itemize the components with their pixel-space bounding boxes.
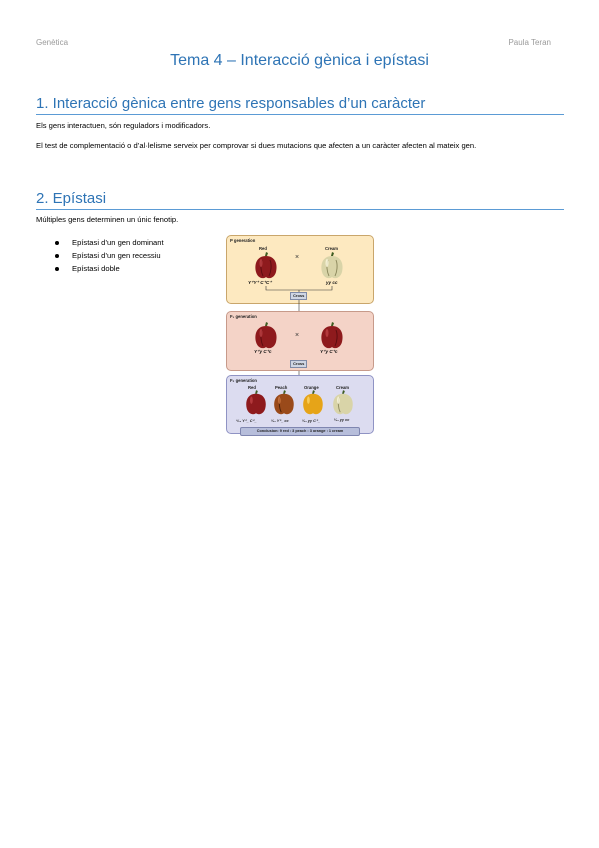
p-generation-label: P generation [230,238,256,243]
list-item [55,249,164,262]
list-item [55,262,164,275]
epistasis-list [55,236,164,275]
bullet-icon [55,241,59,245]
p-red-label: Red [259,246,267,251]
f2-geno-peach: ³⁄₁₆ Y⁺_ cc [271,419,289,423]
f2-geno-cream: ¹⁄₁₆ yy cc [334,418,350,422]
f2-name-cream: Cream [336,385,350,390]
f2-orange-pepper-icon [301,390,325,416]
conclusion-box: Conclusion: 9 red : 3 peach : 3 orange : 1 cream [240,427,360,436]
section1-heading: 1. Interacció gènica entre gens responsables d’un caràcter [36,94,564,115]
f2-name-peach: Peach [275,385,288,390]
pepper-cross-figure [226,235,374,445]
p-genotype-red: Y⁺Y⁺ C⁺C⁺ [248,280,272,285]
p-cream-label: Cream [325,246,339,251]
p-cross-box: Cross [290,292,307,300]
list-item-text: Epístasi doble [72,264,120,273]
f2-red-pepper-icon [244,390,268,416]
f2-geno-red: ⁹⁄₁₆ Y⁺_ C⁺_ [236,419,257,423]
section2-paragraph-1: Múltiples gens determinen un únic fenotip. [36,215,179,224]
section1-paragraph-1: Els gens interactuen, són reguladors i modificadors. [36,121,211,130]
section2-heading: 2. Epístasi [36,189,564,210]
section1-paragraph-2: El test de complementació o d’al·lelisme serveix per comprovar si dues mutacions que afecten a un caràcter afecten al mateix gen. [36,141,477,150]
list-item-text: Epístasi d’un gen dominant [72,238,164,247]
f1-genotype-right: Y⁺y C⁺c [320,349,338,354]
bullet-icon [55,254,59,258]
f1-red-pepper-left-icon [253,322,279,350]
f1-cross-symbol: × [295,332,300,339]
list-item-text: Epístasi d’un gen recessiu [72,251,161,260]
f2-cream-pepper-icon [331,390,355,416]
f2-peach-pepper-icon [272,390,296,416]
header-author: Paula Teran [508,38,551,47]
p-genotype-cream: yy cc [326,280,338,285]
f2-name-orange: Orange [304,385,319,390]
f2-generation-label: F₂ generation [230,378,257,383]
header-subject: Genètica [36,38,69,47]
list-item [55,236,164,249]
p-cross-symbol: × [295,254,300,261]
page-title: Tema 4 – Interacció gènica i epístasi [170,52,429,69]
f2-name-red: Red [248,385,256,390]
f1-generation-label: F₁ generation [230,314,257,319]
f2-geno-orange: ³⁄₁₆ yy C⁺_ [302,419,320,423]
f1-genotype-left: Y⁺y C⁺c [254,349,272,354]
f1-cross-box: Cross [290,360,307,368]
bullet-icon [55,267,59,271]
f1-red-pepper-right-icon [319,322,345,350]
